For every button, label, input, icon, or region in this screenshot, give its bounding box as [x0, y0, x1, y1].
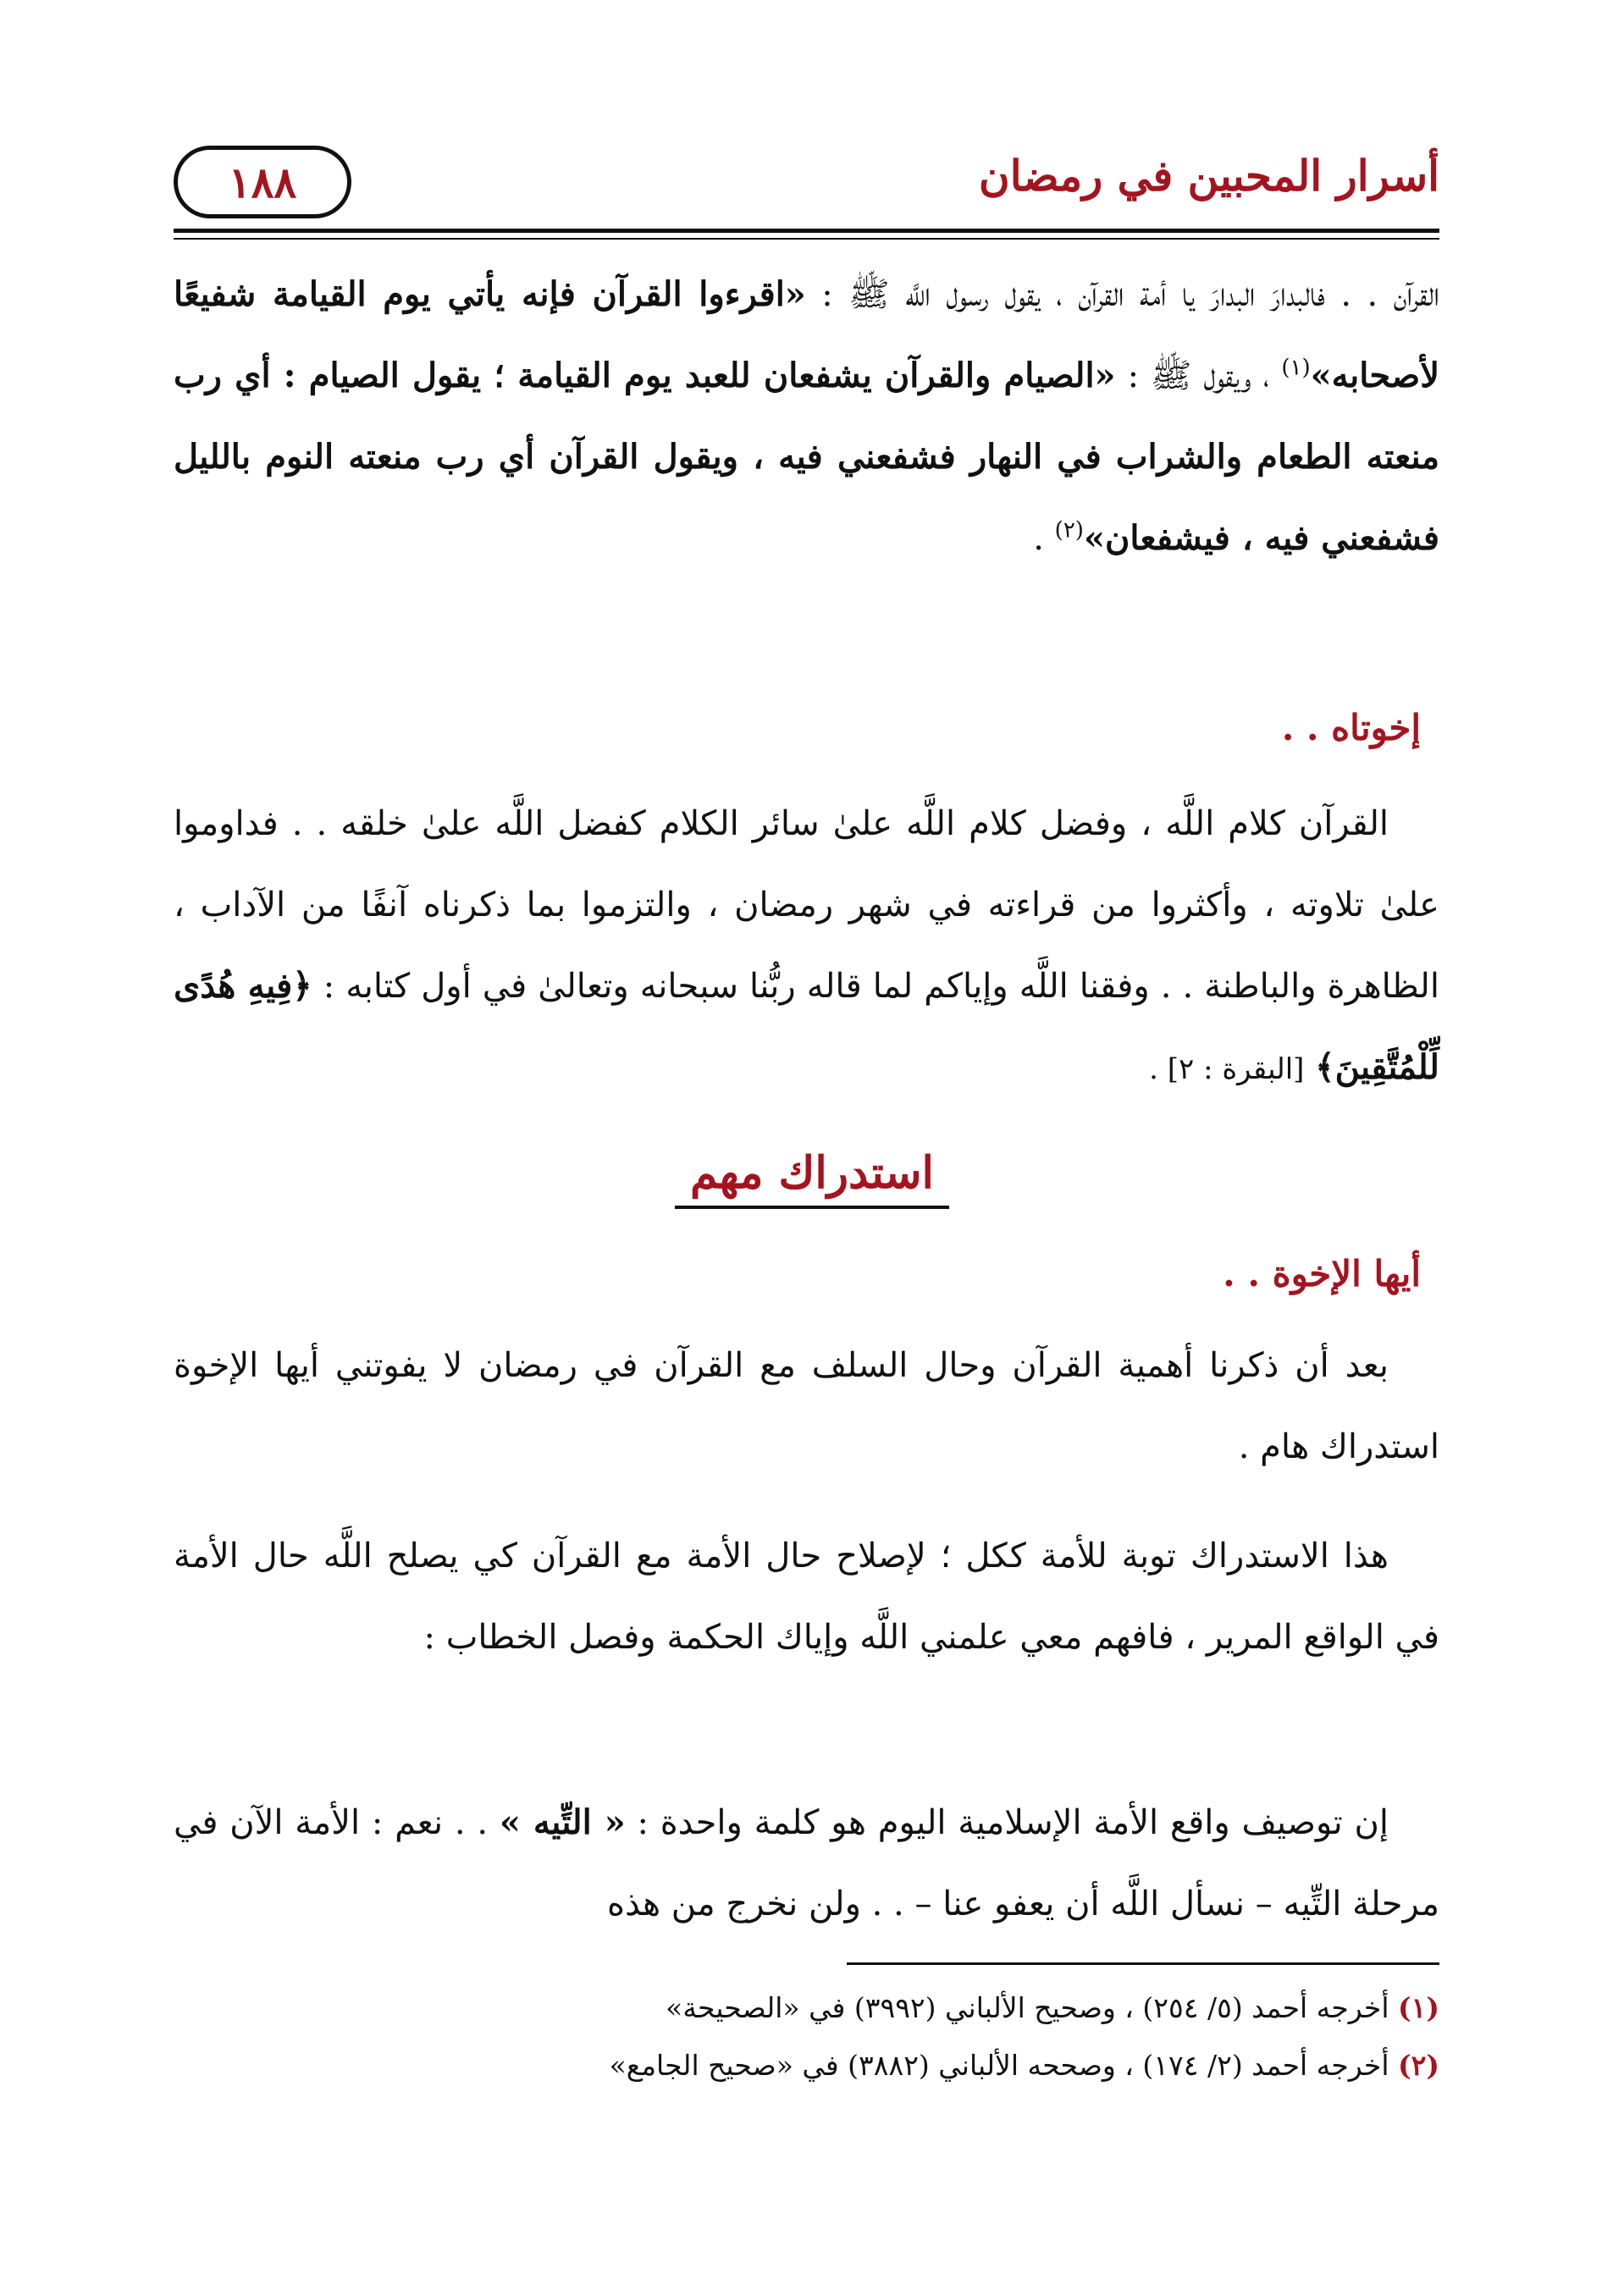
paragraph-5-rest: . . نعم : الأمة الآن في مرحلة التِّيه – نسأل اللَّه أن يعفو عنا – . . ولن نخرج من هذه	[174, 1803, 1439, 1923]
subheading-brothers: إخوتاه . .	[1281, 707, 1421, 748]
verse-reference: [البقرة : ٢] .	[1149, 1052, 1305, 1086]
paragraph-2	[174, 783, 1439, 1110]
paragraph-1-middle: ، ويقول ﷺ :	[1127, 356, 1270, 395]
paragraph-5	[174, 1782, 1439, 1945]
page-header	[174, 135, 1439, 237]
footnote-1-number: (١)	[1398, 1991, 1439, 2024]
paragraph-1-end: .	[1033, 519, 1044, 558]
paragraph-5-intro: إن توصيف واقع الأمة الإسلامية اليوم هو كلمة واحدة :	[637, 1803, 1389, 1842]
section-title-text: استدراك مهم	[675, 1147, 949, 1209]
paragraph-1	[174, 254, 1439, 579]
paragraph-3: بعد أن ذكرنا أهمية القرآن وحال السلف مع القرآن في رمضان لا يفوتني أيها الإخوة استدراك هام .	[174, 1346, 1439, 1466]
footnote-1-text: أخرجه أحمد (٥/ ٢٥٤) ، وصحيح الألباني (٣٩٩٢) في «الصحيحة»	[666, 1991, 1389, 2024]
footnote-2-number: (٢)	[1398, 2049, 1439, 2082]
hadith-quote-1: «اقرءوا القرآن فإنه يأتي يوم القيامة شفيعًا لأصحابه»	[174, 274, 1440, 395]
header-rule-thin	[174, 238, 1439, 240]
paragraph-1-intro: القرآن . . فالبدارَ البدارَ يا أمة القرآن ، يقول رسول اللَّه ﷺ :	[821, 275, 1439, 314]
subheading-o-brothers: أيها الإخوة . .	[1223, 1253, 1421, 1294]
paragraph-2-body: القرآن كلام اللَّه ، وفضل كلام اللَّه علىٰ سائر الكلام كفضل اللَّه علىٰ خلقه . . فداوموا علىٰ تلاوته ، وأكثروا من قراءته في شهر رمضان ، والتزموا بما ذكرناه آنفًا من الآداب ، الظاهرة والباطنة . . وفقنا اللَّه وإياكم لما قاله ربُّنا سبحانه وتعالىٰ في أول كتابه :	[174, 804, 1439, 1006]
quran-verse: ﴿فِيهِ هُدًى لِّلْمُتَّقِينَ﴾	[174, 966, 1439, 1087]
footnote-2-text: أخرجه أحمد (٢/ ١٧٤) ، وصححه الألباني (٣٨٨٢) في «صحيح الجامع»	[609, 2049, 1389, 2082]
footnote-2	[174, 2049, 1439, 2082]
keyword-tih: « التِّيه »	[499, 1802, 626, 1842]
hadith-quote-2: «الصيام والقرآن يشفعان للعبد يوم القيامة ؛ يقول الصيام : أي رب منعته الطعام والشراب في النهار فشفعني فيه ، ويقول القرآن أي رب منعته النوم بالليل فشفعني فيه ، فيشفعان»	[174, 356, 1439, 558]
footnote-separator	[847, 1962, 1439, 1965]
book-title: أسرار المحبين في رمضان	[979, 151, 1439, 201]
footnote-ref-1: (١)	[1281, 355, 1311, 381]
page-number-badge	[174, 146, 351, 218]
footnote-ref-2: (٢)	[1054, 517, 1084, 544]
page-number: ١٨٨	[228, 157, 297, 207]
header-rule	[174, 229, 1439, 233]
footnote-1	[174, 1991, 1439, 2024]
paragraph-4: هذا الاستدراك توبة للأمة ككل ؛ لإصلاح حال الأمة مع القرآن كي يصلح اللَّه حال الأمة في الواقع المرير ، فافهم معي علمني اللَّه وإياك الحكمة وفصل الخطاب :	[174, 1537, 1439, 1657]
section-title	[0, 1147, 1624, 1209]
